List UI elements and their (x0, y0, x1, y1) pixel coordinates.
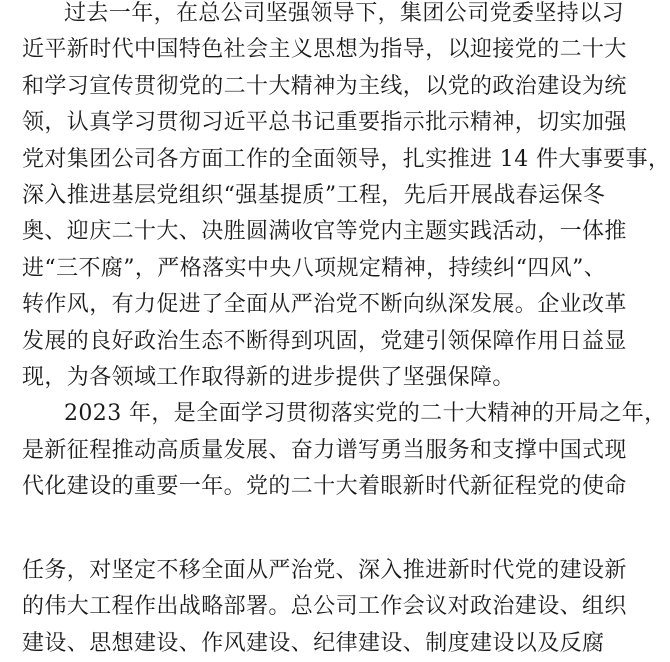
paragraph-line: 是新征程推动高质量发展、奋力谱写勇当服务和支撑中国式现 (22, 437, 627, 463)
paragraph-line: 奥、迎庆二十大、决胜圆满收官等党内主题实践活动，一体推 (22, 219, 627, 245)
paragraph-line: 过去一年，在总公司坚强领导下，集团公司党委坚持以习 (64, 1, 625, 26)
paragraph-line: 和学习宣传贯彻党的二十大精神为主线，以党的政治建设为统 (22, 73, 627, 99)
text-block-top (22, 0, 670, 505)
text-block-bottom (22, 553, 627, 662)
paragraph-line: 任务，对坚定不移全面从严治党、深入推进新时代党的建设新 (22, 558, 627, 583)
paragraph-line: 转作风，有力促进了全面从严治党不断向纵深发展。企业改革 (22, 292, 627, 318)
paragraph-line: 建设、思想建设、作风建设、纪律建设、制度建设以及反腐 (22, 630, 605, 656)
paragraph-line: 的伟大工程作出战略部署。总公司工作会议对政治建设、组织 (22, 594, 627, 620)
paragraph-line: 深入推进基层党组织“强基提质”工程，先后开展战春运保冬 (22, 182, 606, 208)
paragraph-line: 现，为各领域工作取得新的进步提供了坚强保障。 (22, 364, 515, 390)
paragraph-line: 发展的良好政治生态不断得到巩固，党建引领保障作用日益显 (22, 328, 627, 354)
paragraph-line: 党对集团公司各方面工作的全面领导，扎实推进 14 件大事要事， (22, 146, 670, 172)
paragraph-line: 进“三不腐”，严格落实中央八项规定精神，持续纠“四风”、 (22, 255, 607, 281)
paragraph-line: 领，认真学习贯彻习近平总书记重要指示批示精神，切实加强 (22, 110, 627, 136)
paragraph-line: 代化建设的重要一年。党的二十大着眼新时代新征程党的使命 (22, 474, 627, 500)
paragraph-line: 2023 年，是全面学习贯彻落实党的二十大精神的开局之年， (64, 401, 667, 427)
paragraph-line: 近平新时代中国特色社会主义思想为指导，以迎接党的二十大 (22, 37, 627, 63)
